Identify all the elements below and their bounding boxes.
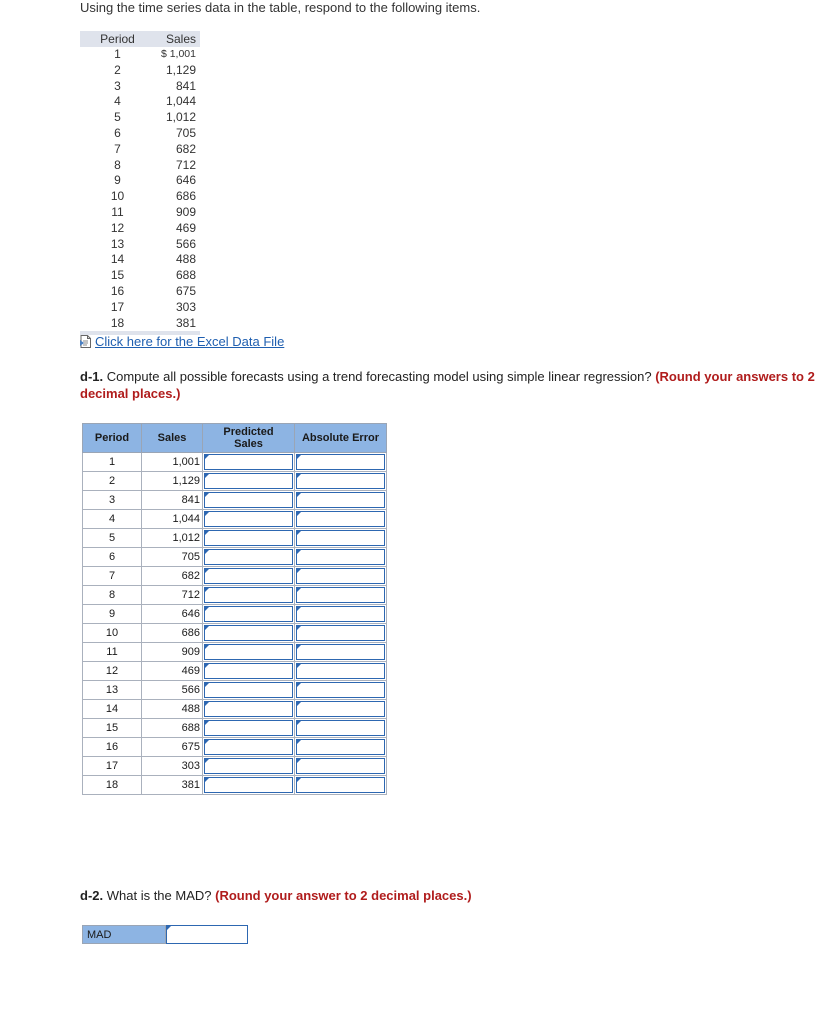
absolute-error-input-cell bbox=[295, 757, 387, 776]
answer-row bbox=[83, 567, 387, 586]
answer-sales: 646 bbox=[142, 605, 203, 624]
absolute-error-input[interactable] bbox=[296, 492, 385, 508]
answer-period: 8 bbox=[83, 586, 142, 605]
absolute-error-input-cell bbox=[295, 491, 387, 510]
data-period: 7 bbox=[114, 141, 121, 156]
answer-row bbox=[83, 453, 387, 472]
data-period: 2 bbox=[114, 62, 121, 77]
data-row bbox=[80, 205, 200, 221]
answer-sales: 1,044 bbox=[142, 510, 203, 529]
predicted-sales-input-cell bbox=[203, 624, 295, 643]
absolute-error-input-cell bbox=[295, 453, 387, 472]
absolute-error-input[interactable] bbox=[296, 625, 385, 641]
predicted-sales-input[interactable] bbox=[204, 606, 293, 622]
data-period: 11 bbox=[111, 204, 124, 219]
data-row bbox=[80, 189, 200, 205]
absolute-error-input[interactable] bbox=[296, 758, 385, 774]
answer-sales: 705 bbox=[142, 548, 203, 567]
predicted-sales-input-cell bbox=[203, 681, 295, 700]
predicted-sales-input[interactable] bbox=[204, 568, 293, 584]
absolute-error-input-cell bbox=[295, 548, 387, 567]
answer-row bbox=[83, 776, 387, 795]
data-row bbox=[80, 94, 200, 110]
answer-period: 3 bbox=[83, 491, 142, 510]
data-row bbox=[80, 252, 200, 268]
absolute-error-input-cell bbox=[295, 529, 387, 548]
predicted-sales-input[interactable] bbox=[204, 549, 293, 565]
absolute-error-input-cell bbox=[295, 719, 387, 738]
answer-period: 12 bbox=[83, 662, 142, 681]
answer-sales: 841 bbox=[142, 491, 203, 510]
answer-period: 11 bbox=[83, 643, 142, 662]
data-row bbox=[80, 126, 200, 142]
answer-period: 10 bbox=[83, 624, 142, 643]
answer-period: 18 bbox=[83, 776, 142, 795]
data-sales: 381 bbox=[175, 315, 196, 330]
data-period: 14 bbox=[110, 252, 125, 267]
absolute-error-input-cell bbox=[295, 510, 387, 529]
data-period: 6 bbox=[114, 125, 121, 140]
answer-period: 1 bbox=[83, 453, 142, 472]
predicted-sales-input[interactable] bbox=[204, 492, 293, 508]
absolute-error-input[interactable] bbox=[296, 644, 385, 660]
absolute-error-input[interactable] bbox=[296, 530, 385, 546]
absolute-error-input-cell bbox=[295, 681, 387, 700]
data-row bbox=[80, 300, 200, 316]
data-row bbox=[80, 237, 200, 253]
data-row bbox=[80, 63, 200, 79]
answer-row bbox=[83, 719, 387, 738]
answer-period: 15 bbox=[83, 719, 142, 738]
question-d2-hint: (Round your answer to 2 decimal places.) bbox=[215, 888, 472, 903]
answer-sales: 682 bbox=[142, 567, 203, 586]
absolute-error-input[interactable] bbox=[296, 587, 385, 603]
data-row bbox=[80, 221, 200, 237]
predicted-sales-input-cell bbox=[203, 757, 295, 776]
file-icon bbox=[80, 335, 92, 348]
mad-label: MAD bbox=[82, 925, 166, 944]
data-period: 1 bbox=[114, 47, 121, 61]
answer-period: 2 bbox=[83, 472, 142, 491]
answer-period: 7 bbox=[83, 567, 142, 586]
data-sales: $ 1,001 bbox=[160, 48, 196, 60]
data-sales: 469 bbox=[175, 220, 196, 235]
predicted-sales-input[interactable] bbox=[204, 454, 293, 470]
answer-row bbox=[83, 624, 387, 643]
data-row bbox=[80, 79, 200, 95]
predicted-sales-input[interactable] bbox=[204, 625, 293, 641]
answer-row bbox=[83, 681, 387, 700]
data-sales: 909 bbox=[175, 204, 196, 219]
predicted-sales-input-cell bbox=[203, 472, 295, 491]
answer-period: 16 bbox=[83, 738, 142, 757]
answer-sales: 566 bbox=[142, 681, 203, 700]
data-period: 9 bbox=[114, 173, 121, 188]
answer-period: 6 bbox=[83, 548, 142, 567]
answer-sales: 686 bbox=[142, 624, 203, 643]
answer-sales: 381 bbox=[142, 776, 203, 795]
data-sales: 1,012 bbox=[165, 110, 196, 125]
absolute-error-input[interactable] bbox=[296, 606, 385, 622]
data-row bbox=[80, 110, 200, 126]
data-row bbox=[80, 316, 200, 332]
absolute-error-input[interactable] bbox=[296, 777, 385, 793]
data-sales: 488 bbox=[175, 252, 196, 267]
answer-period: 9 bbox=[83, 605, 142, 624]
answer-row bbox=[83, 472, 387, 491]
question-d1-hint: (Round your answers to 2 decimal places.) bbox=[80, 369, 815, 401]
absolute-error-input-cell bbox=[295, 624, 387, 643]
data-period: 5 bbox=[114, 110, 121, 125]
data-sales: 688 bbox=[175, 268, 196, 283]
predicted-sales-input-cell bbox=[203, 453, 295, 472]
predicted-sales-input[interactable] bbox=[204, 644, 293, 660]
predicted-sales-input-cell bbox=[203, 776, 295, 795]
intro-text: Using the time series data in the table, respond to the following items. bbox=[80, 0, 481, 15]
data-row bbox=[80, 268, 200, 284]
data-sales: 303 bbox=[175, 299, 196, 314]
absolute-error-input-cell bbox=[295, 586, 387, 605]
data-sales: 646 bbox=[175, 173, 196, 188]
data-sales: 712 bbox=[175, 157, 196, 172]
absolute-error-input-cell bbox=[295, 738, 387, 757]
absolute-error-input-cell bbox=[295, 567, 387, 586]
predicted-sales-input-cell bbox=[203, 548, 295, 567]
data-period: 15 bbox=[110, 268, 125, 283]
absolute-error-input[interactable] bbox=[296, 568, 385, 584]
answer-row bbox=[83, 605, 387, 624]
absolute-error-input-cell bbox=[295, 472, 387, 491]
absolute-error-input[interactable] bbox=[296, 682, 385, 698]
answer-sales: 488 bbox=[142, 700, 203, 719]
predicted-sales-input[interactable] bbox=[204, 720, 293, 736]
data-period: 3 bbox=[114, 78, 121, 93]
absolute-error-input-cell bbox=[295, 605, 387, 624]
data-period: 12 bbox=[110, 220, 125, 235]
answer-row bbox=[83, 529, 387, 548]
answer-period: 13 bbox=[83, 681, 142, 700]
question-d1-text: Compute all possible forecasts using a trend forecasting model using simple linear regression? bbox=[103, 369, 656, 384]
answer-sales: 712 bbox=[142, 586, 203, 605]
answer-sales: 1,012 bbox=[142, 529, 203, 548]
absolute-error-input-cell bbox=[295, 662, 387, 681]
data-period: 18 bbox=[110, 315, 125, 330]
predicted-sales-input[interactable] bbox=[204, 758, 293, 774]
answer-row bbox=[83, 548, 387, 567]
answer-row bbox=[83, 643, 387, 662]
predicted-sales-input[interactable] bbox=[204, 663, 293, 679]
answer-period: 4 bbox=[83, 510, 142, 529]
predicted-sales-input[interactable] bbox=[204, 682, 293, 698]
predicted-sales-input-cell bbox=[203, 529, 295, 548]
predicted-sales-input[interactable] bbox=[204, 587, 293, 603]
answer-row bbox=[83, 757, 387, 776]
ans-header-period: Period bbox=[83, 424, 142, 453]
absolute-error-input-cell bbox=[295, 643, 387, 662]
answer-sales: 303 bbox=[142, 757, 203, 776]
answer-row bbox=[83, 700, 387, 719]
mad-row bbox=[82, 925, 248, 944]
answer-period: 14 bbox=[83, 700, 142, 719]
predicted-sales-input[interactable] bbox=[204, 777, 293, 793]
predicted-sales-input-cell bbox=[203, 719, 295, 738]
ans-header-error: Absolute Error bbox=[295, 424, 387, 453]
data-sales: 705 bbox=[175, 125, 196, 140]
answer-period: 17 bbox=[83, 757, 142, 776]
answer-sales: 469 bbox=[142, 662, 203, 681]
predicted-sales-input-cell bbox=[203, 605, 295, 624]
absolute-error-input-cell bbox=[295, 776, 387, 795]
answer-row bbox=[83, 586, 387, 605]
data-row bbox=[80, 142, 200, 158]
predicted-sales-input[interactable] bbox=[204, 511, 293, 527]
question-d2 bbox=[80, 887, 472, 904]
answer-period: 5 bbox=[83, 529, 142, 548]
absolute-error-input[interactable] bbox=[296, 549, 385, 565]
header-sales: Sales bbox=[155, 31, 200, 47]
predicted-sales-input-cell bbox=[203, 567, 295, 586]
data-sales: 566 bbox=[175, 236, 196, 251]
answer-sales: 1,001 bbox=[142, 453, 203, 472]
data-sales: 1,044 bbox=[165, 94, 196, 109]
data-row bbox=[80, 284, 200, 300]
predicted-sales-input-cell bbox=[203, 738, 295, 757]
excel-link-label[interactable]: Click here for the Excel Data File bbox=[95, 334, 285, 349]
data-sales: 841 bbox=[175, 78, 196, 93]
predicted-sales-input[interactable] bbox=[204, 701, 293, 717]
absolute-error-input[interactable] bbox=[296, 454, 385, 470]
data-period: 13 bbox=[110, 236, 125, 251]
answer-sales: 675 bbox=[142, 738, 203, 757]
predicted-sales-input-cell bbox=[203, 700, 295, 719]
answer-row bbox=[83, 662, 387, 681]
question-d1 bbox=[80, 368, 835, 402]
absolute-error-input[interactable] bbox=[296, 739, 385, 755]
absolute-error-input[interactable] bbox=[296, 511, 385, 527]
absolute-error-input[interactable] bbox=[296, 701, 385, 717]
predicted-sales-input[interactable] bbox=[204, 473, 293, 489]
answer-row bbox=[83, 510, 387, 529]
predicted-sales-input-cell bbox=[203, 491, 295, 510]
excel-data-link[interactable] bbox=[80, 334, 284, 349]
predicted-sales-input[interactable] bbox=[204, 530, 293, 546]
answer-table bbox=[82, 423, 387, 795]
answer-row bbox=[83, 491, 387, 510]
ans-header-sales: Sales bbox=[142, 424, 203, 453]
answer-row bbox=[83, 738, 387, 757]
absolute-error-input[interactable] bbox=[296, 720, 385, 736]
data-period: 16 bbox=[110, 283, 125, 298]
answer-sales: 688 bbox=[142, 719, 203, 738]
predicted-sales-input-cell bbox=[203, 662, 295, 681]
answer-sales: 909 bbox=[142, 643, 203, 662]
question-d2-text: What is the MAD? bbox=[103, 888, 216, 903]
answer-sales: 1,129 bbox=[142, 472, 203, 491]
data-period: 8 bbox=[114, 157, 121, 172]
data-row bbox=[80, 173, 200, 189]
absolute-error-input[interactable] bbox=[296, 473, 385, 489]
data-row bbox=[80, 158, 200, 174]
predicted-sales-input-cell bbox=[203, 510, 295, 529]
data-row bbox=[80, 47, 200, 63]
question-d2-label: d-2. bbox=[80, 888, 104, 903]
data-period: 4 bbox=[114, 94, 121, 109]
absolute-error-input-cell bbox=[295, 700, 387, 719]
mad-input[interactable] bbox=[166, 925, 248, 944]
question-d1-label: d-1. bbox=[80, 369, 104, 384]
data-sales: 686 bbox=[175, 189, 196, 204]
absolute-error-input[interactable] bbox=[296, 663, 385, 679]
data-period: 17 bbox=[110, 299, 125, 314]
header-period: Period bbox=[80, 31, 155, 47]
data-sales: 682 bbox=[175, 141, 196, 156]
ans-header-predicted: Predicted Sales bbox=[203, 424, 295, 453]
data-sales: 1,129 bbox=[165, 62, 196, 77]
data-period: 10 bbox=[110, 189, 125, 204]
predicted-sales-input-cell bbox=[203, 586, 295, 605]
time-series-table bbox=[80, 31, 200, 335]
data-sales: 675 bbox=[175, 283, 196, 298]
predicted-sales-input-cell bbox=[203, 643, 295, 662]
predicted-sales-input[interactable] bbox=[204, 739, 293, 755]
